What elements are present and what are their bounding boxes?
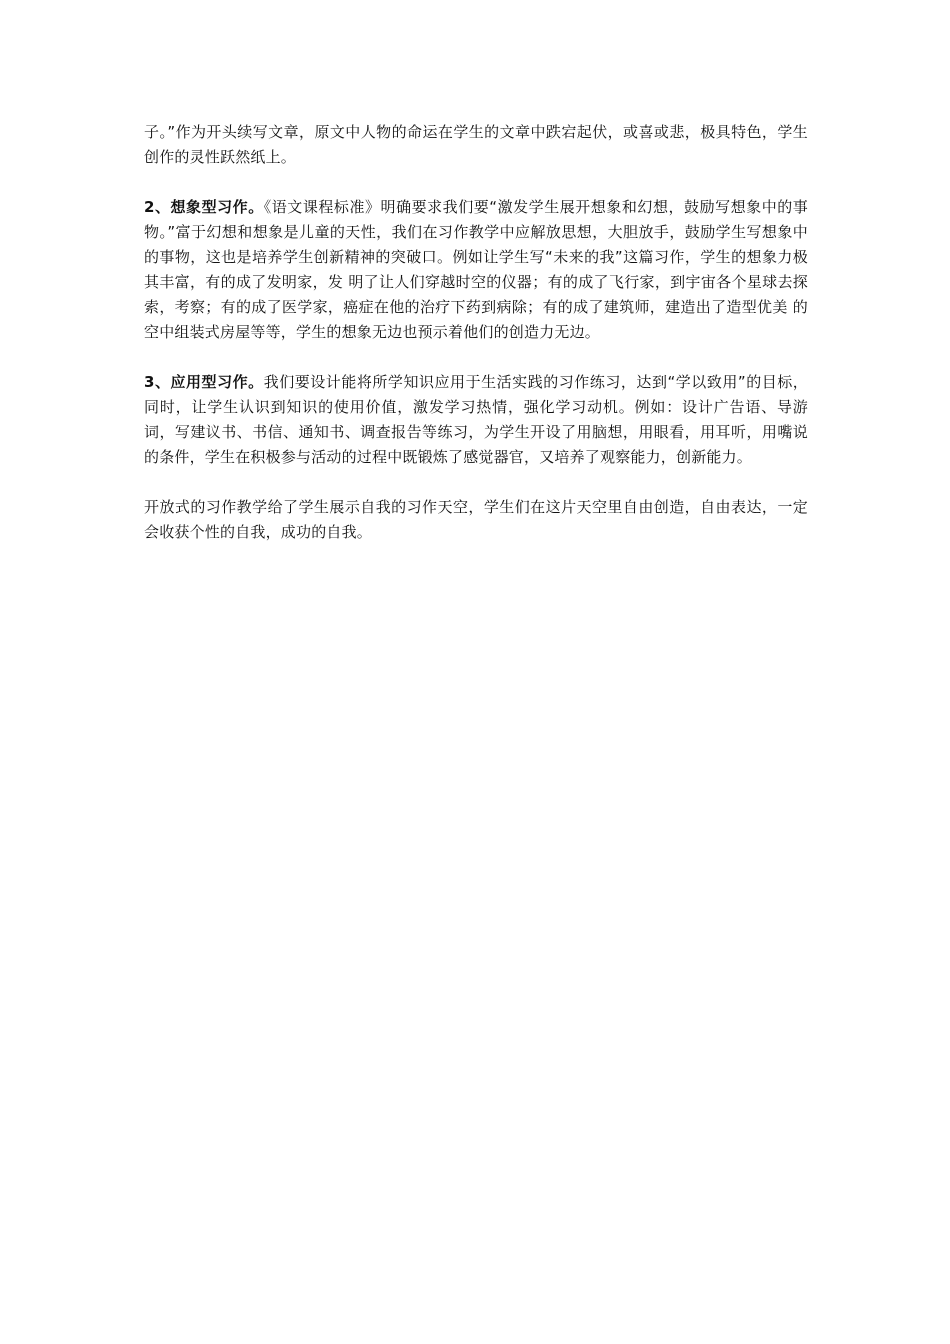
- paragraph-text: 我们要设计能将所学知识应用于生活实践的习作练习，达到“学以致用”的目标，同时，让学生认识到知识的使用价值，激发学习热情，强化学习动机。例如：设计广告语、导游词，写建议书、书信、通知书、调查报告等练习，为学生开设了用脑想，用眼看，用耳听，用嘴说的条件，学生在积极参与活动的过程中既锻炼了感觉器官，又培养了观察能力，创新能力。: [144, 373, 808, 466]
- paragraph-text: 《语文课程标准》明确要求我们要“激发学生展开想象和幻想，鼓励写想象中的事物。”富于幻想和想象是儿童的天性，我们在习作教学中应解放思想，大胆放手，鼓励学生写想象中的事物，这也是培养学生创新精神的突破口。例如让学生写“未来的我”这篇习作，学生的想象力极其丰富，有的成了发明家，发 明了让人们穿越时空的仪器；有的成了飞行家，到宇宙各个星球去探索，考察；有的成了医学家，癌症在他的治疗下药到病除；有的成了建筑师，建造出了造型优美 的空中组装式房屋等等，学生的想象无边也预示着他们的创造力无边。: [144, 198, 808, 341]
- paragraph-lead: 3、应用型习作。: [144, 373, 264, 391]
- paragraph-applied-writing: [144, 370, 808, 470]
- paragraph-imaginative-writing: [144, 195, 808, 345]
- paragraph-text: 开放式的习作教学给了学生展示自我的习作天空，学生们在这片天空里自由创造，自由表达，一定会收获个性的自我，成功的自我。: [144, 498, 808, 541]
- paragraph-continuation: [144, 120, 808, 170]
- document-page: [144, 120, 808, 570]
- paragraph-text: 子。”作为开头续写文章，原文中人物的命运在学生的文章中跌宕起伏，或喜或悲，极具特色，学生创作的灵性跃然纸上。: [144, 123, 808, 166]
- paragraph-conclusion: [144, 495, 808, 545]
- paragraph-lead: 2、想象型习作。: [144, 198, 264, 216]
